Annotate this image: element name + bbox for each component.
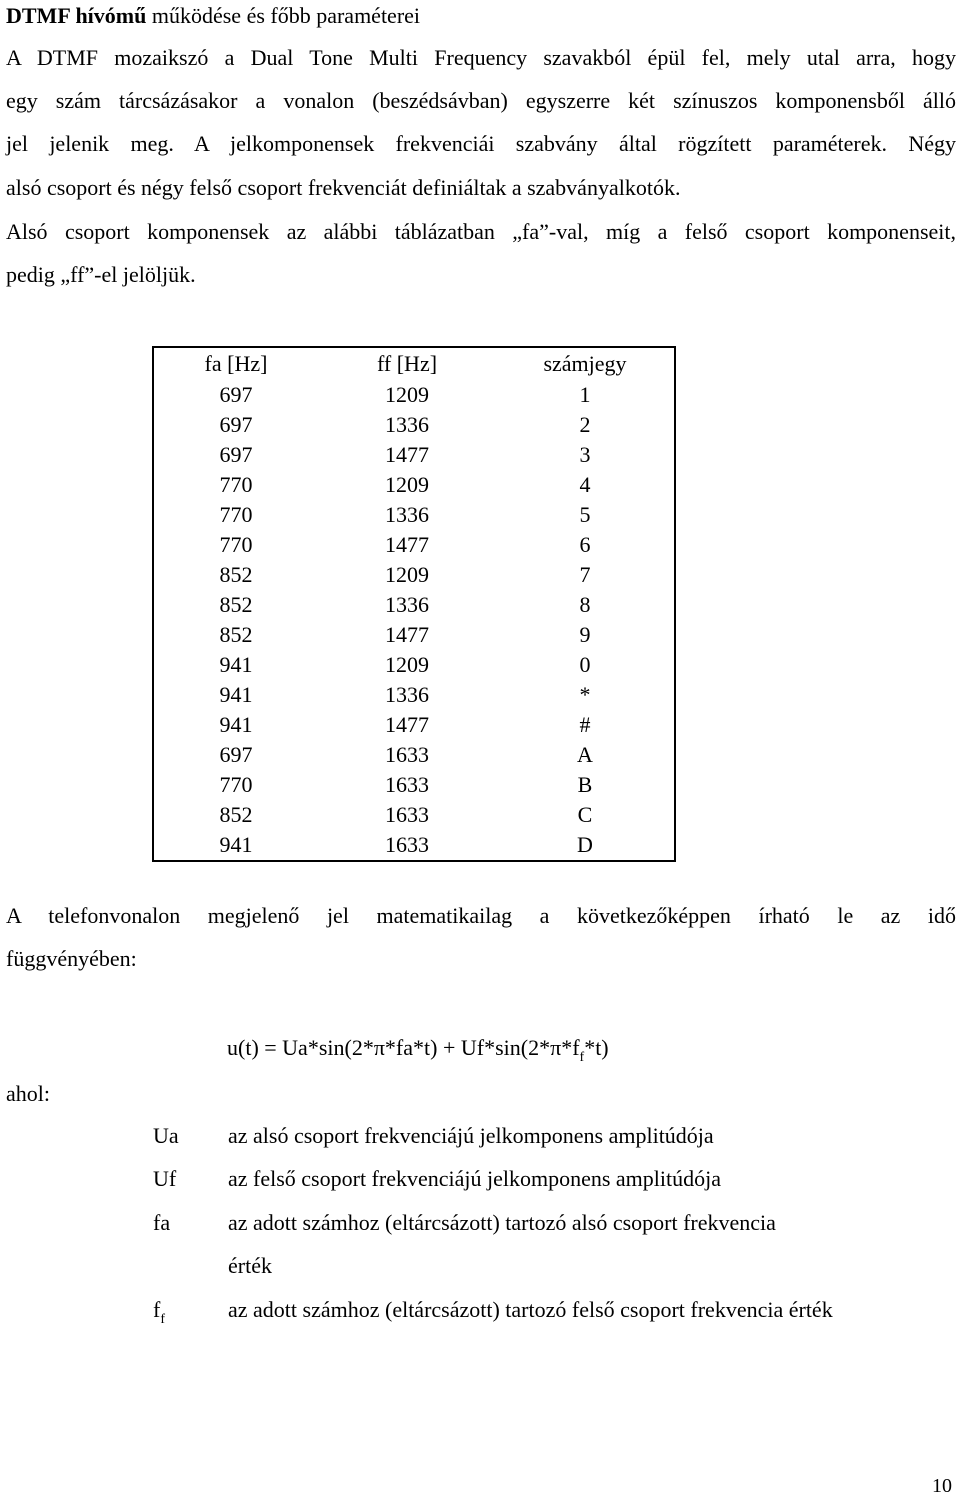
table-row — [153, 710, 675, 740]
definition-text: az alsó csoport frekvenciájú jelkomponens amplitúdója — [228, 1123, 714, 1148]
cell-fa: 697 — [219, 442, 253, 467]
formula-end: *t) — [584, 1035, 609, 1060]
cell-digit: 3 — [579, 442, 591, 467]
table-header-row — [153, 347, 675, 380]
cell-digit: A — [577, 742, 593, 767]
cell-digit: 2 — [579, 412, 591, 437]
cell-digit: B — [577, 772, 593, 797]
section-title-bold: DTMF hívómű — [6, 3, 147, 28]
cell-ff: 1336 — [385, 412, 429, 437]
intro-line-5: Alsó csoport komponensek az alábbi táblázatban „fa”-val, míg a felső csoport komponenseit, — [6, 219, 956, 244]
cell-ff: 1633 — [385, 772, 429, 797]
definition-text: érték — [228, 1253, 272, 1278]
cell-ff: 1336 — [385, 592, 429, 617]
definition-text: az adott számhoz (eltárcsázott) tartozó alsó csoport frekvencia — [228, 1210, 776, 1235]
table-row — [153, 470, 675, 500]
cell-fa: 852 — [219, 622, 253, 647]
cell-ff: 1336 — [385, 682, 429, 707]
table-row — [153, 440, 675, 470]
definition-text: az felső csoport frekvenciájú jelkomponens amplitúdója — [228, 1166, 722, 1191]
cell-fa: 941 — [219, 712, 253, 737]
definition-symbol-text: f — [153, 1297, 161, 1322]
formula-subscript: f — [579, 1050, 585, 1065]
cell-ff: 1477 — [385, 712, 429, 737]
cell-fa: 697 — [219, 412, 253, 437]
cell-fa: 941 — [219, 682, 253, 707]
cell-digit: 1 — [579, 382, 591, 407]
definition-symbol — [153, 1209, 170, 1241]
table-row — [153, 770, 675, 800]
table-row — [153, 800, 675, 830]
definition-symbol — [153, 1165, 176, 1197]
definition-symbol — [153, 1296, 165, 1328]
cell-fa: 941 — [219, 652, 253, 677]
intro-line-3: jel jelenik meg. A jelkomponensek frekvenciái szabvány által rögzített paraméterek. Négy — [6, 131, 956, 156]
formula-main: u(t) = Ua*sin(2*π*fa*t) + Uf*sin(2*π*f — [227, 1035, 580, 1060]
cell-digit: 5 — [579, 502, 591, 527]
table-row — [153, 410, 675, 440]
definition-symbol-text: fa — [153, 1210, 171, 1235]
definition-symbol-text: Ua — [153, 1123, 179, 1148]
definition-symbol — [153, 1122, 179, 1154]
table-row — [153, 530, 675, 560]
cell-digit: 8 — [579, 592, 591, 617]
table-body — [153, 380, 675, 861]
table-row — [153, 590, 675, 620]
definition-text: az adott számhoz (eltárcsázott) tartozó felső csoport frekvencia érték — [228, 1297, 833, 1322]
cell-digit: 0 — [579, 652, 591, 677]
table-row — [153, 500, 675, 530]
cell-digit: C — [577, 802, 593, 827]
definition-symbol-text: Uf — [153, 1166, 177, 1191]
cell-digit: 7 — [579, 562, 591, 587]
cell-ff: 1336 — [385, 502, 429, 527]
section-title — [6, 2, 420, 30]
cell-ff: 1633 — [385, 802, 429, 827]
cell-digit: # — [579, 712, 591, 737]
cell-ff: 1209 — [385, 382, 429, 407]
after-table-line-2: függvényében: — [6, 946, 137, 971]
table-row — [153, 380, 675, 410]
cell-digit: D — [577, 832, 593, 857]
cell-ff: 1477 — [385, 622, 429, 647]
cell-ff: 1209 — [385, 652, 429, 677]
page-number: 10 — [932, 1475, 952, 1497]
table-row — [153, 830, 675, 861]
table-row — [153, 560, 675, 590]
cell-fa: 852 — [219, 802, 253, 827]
cell-digit: 6 — [579, 532, 591, 557]
dtmf-frequency-table — [152, 346, 676, 862]
section-title-rest: működése és főbb paraméterei — [146, 3, 421, 28]
cell-fa: 941 — [219, 832, 253, 857]
intro-line-6: pedig „ff”-el jelöljük. — [6, 262, 196, 287]
cell-fa: 697 — [219, 742, 253, 767]
cell-digit: * — [579, 682, 591, 707]
intro-line-4: alsó csoport és négy felső csoport frekvenciát definiáltak a szabványalkotók. — [6, 175, 681, 200]
cell-ff: 1209 — [385, 472, 429, 497]
cell-ff: 1477 — [385, 442, 429, 467]
table-row — [153, 620, 675, 650]
column-header-digit: számjegy — [543, 351, 627, 376]
column-header-ff: ff [Hz] — [376, 351, 438, 376]
cell-fa: 770 — [219, 502, 253, 527]
cell-ff: 1209 — [385, 562, 429, 587]
table-row — [153, 650, 675, 680]
cell-digit: 4 — [579, 472, 591, 497]
definition-symbol-subscript: f — [160, 1312, 165, 1327]
cell-ff: 1633 — [385, 832, 429, 857]
where-label: ahol: — [6, 1081, 50, 1106]
after-table-line-1: A telefonvonalon megjelenő jel matematikailag a következőképpen írható le az idő — [6, 903, 956, 928]
formula — [227, 1034, 609, 1066]
cell-fa: 852 — [219, 592, 253, 617]
cell-fa: 697 — [219, 382, 253, 407]
table-row — [153, 740, 675, 770]
intro-line-2: egy szám tárcsázásakor a vonalon (beszédsávban) egyszerre két színuszos komponensből álló — [6, 88, 956, 113]
cell-fa: 770 — [219, 772, 253, 797]
column-header-fa: fa [Hz] — [204, 351, 268, 376]
cell-fa: 852 — [219, 562, 253, 587]
cell-ff: 1633 — [385, 742, 429, 767]
cell-digit: 9 — [579, 622, 591, 647]
intro-line-1: A DTMF mozaikszó a Dual Tone Multi Frequency szavakból épül fel, mely utal arra, hogy — [6, 45, 956, 70]
cell-fa: 770 — [219, 532, 253, 557]
cell-fa: 770 — [219, 472, 253, 497]
table-row — [153, 680, 675, 710]
cell-ff: 1477 — [385, 532, 429, 557]
